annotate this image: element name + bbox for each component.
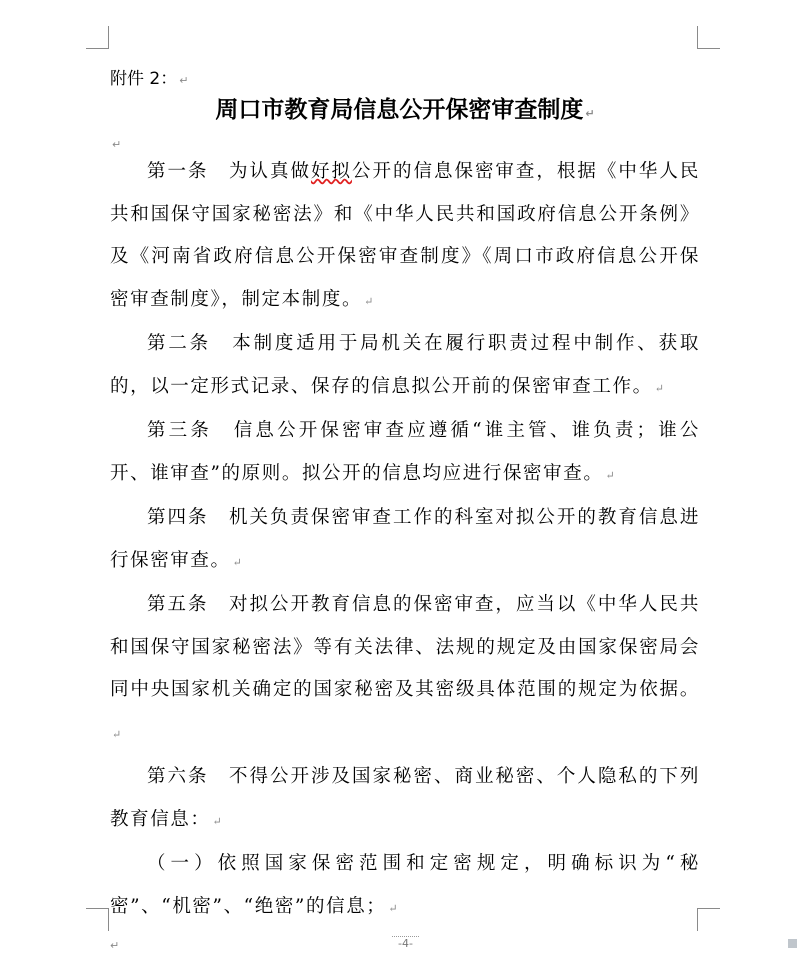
article-3-paragraph[interactable] [110, 410, 700, 497]
paragraph-mark-icon: ↵ [585, 107, 595, 120]
article-2-text[interactable]: 第二条 本制度适用于局机关在履行职责过程中制作、获取的，以一定形式记录、保存的信息拟公开前的保密审查工作。 [110, 333, 700, 397]
article-6-text[interactable]: 第六条 不得公开涉及国家秘密、商业秘密、个人隐私的下列教育信息： [110, 766, 700, 830]
margin-corner-bottom-right [697, 908, 720, 931]
window-resize-corner[interactable] [788, 939, 797, 948]
article-6-paragraph[interactable] [110, 756, 700, 843]
paragraph-mark-icon: ↵ [654, 381, 666, 395]
paragraph-mark-icon: ↵ [388, 901, 400, 915]
article-2-paragraph[interactable] [110, 323, 700, 410]
page-number: -4- [392, 936, 419, 950]
paragraph-mark-icon: ↵ [110, 939, 120, 952]
paragraph-mark-icon: ↵ [364, 294, 375, 308]
empty-paragraph[interactable] [110, 133, 121, 152]
article-1-text-before[interactable]: 第一条 为认真做 [147, 161, 311, 182]
article-1-text-after[interactable]: 公开的信息保密审查，根据《中华人民共和国保守国家秘密法》和《中华人民共和国政府信息公开条例》及《河南省政府信息公开保密审查制度》《周口市政府信息公开保密审查制度》，制定本制度。 [110, 161, 700, 310]
attachment-label[interactable] [110, 64, 188, 89]
paragraph-mark-icon: ↵ [605, 468, 617, 482]
document-body[interactable] [110, 151, 700, 930]
margin-corner-top-right [697, 26, 720, 49]
attachment-label-text[interactable]: 附件 2： [110, 69, 178, 89]
spellcheck-flagged-word[interactable]: 好拟 [310, 161, 352, 182]
paragraph-mark-icon: ↵ [232, 555, 244, 569]
article-5-text[interactable]: 第五条 对拟公开教育信息的保密审查，应当以《中华人民共和国保守国家秘密法》等有关法律、法规的规定及由国家保密局会同中央国家机关确定的国家秘密及其密级具体范围的规定为依据。 [110, 594, 700, 700]
article-4-paragraph[interactable] [110, 497, 700, 584]
paragraph-mark-icon: ↵ [112, 727, 123, 741]
article-6-item-1-paragraph[interactable] [110, 843, 700, 930]
article-6-item-1-text[interactable]: （一）依照国家保密范围和定密规定，明确标识为“秘密”、“机密”、“绝密”的信息； [110, 853, 700, 917]
paragraph-mark-icon: ↵ [179, 74, 189, 87]
document-title-text[interactable]: 周口市教育局信息公开保密审查制度 [215, 97, 584, 123]
margin-corner-bottom-left [86, 908, 109, 931]
article-5-paragraph[interactable] [110, 584, 700, 756]
article-1-paragraph[interactable] [110, 151, 700, 323]
margin-corner-top-left [86, 26, 109, 49]
footer-empty-paragraph[interactable] [108, 934, 119, 953]
document-title[interactable] [110, 91, 700, 124]
article-3-text[interactable]: 第三条 信息公开保密审查应遵循“谁主管、谁负责；谁公开、谁审查”的原则。拟公开的信息均应进行保密审查。 [110, 420, 700, 484]
article-4-text[interactable]: 第四条 机关负责保密审查工作的科室对拟公开的教育信息进行保密审查。 [110, 507, 700, 571]
paragraph-mark-icon: ↵ [112, 138, 122, 151]
paragraph-mark-icon: ↵ [212, 814, 224, 828]
